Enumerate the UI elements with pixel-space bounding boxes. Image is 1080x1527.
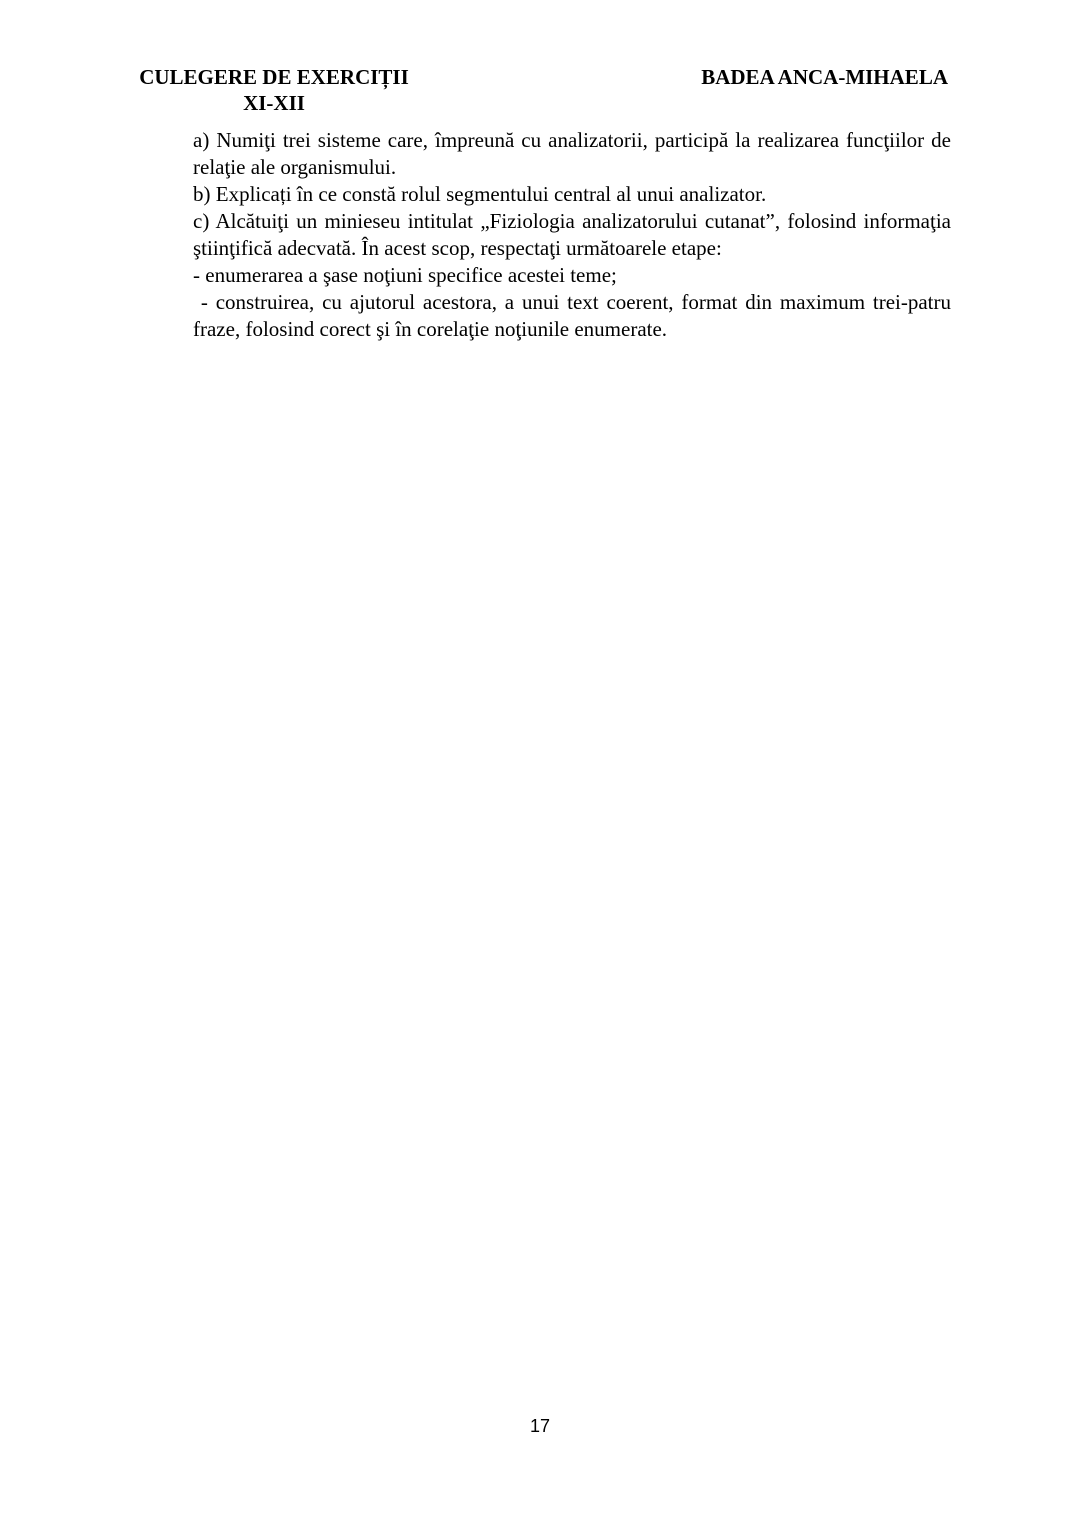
book-title-line-2: XI-XII — [243, 91, 305, 115]
book-title-line-1: CULEGERE DE EXERCIȚII — [139, 65, 409, 89]
page-number: 17 — [529, 1416, 551, 1436]
exercise-text — [193, 127, 957, 343]
item-c-step-1: - enumerarea a şase noţiuni specifice acestei teme; — [193, 263, 617, 287]
item-c: c) Alcătuiţi un minieseu intitulat „Fiziologia analizatorului cutanat”, folosind informaţia ştiinţifică adecvată. În acest scop, respectaţi următoarele etape: — [193, 209, 951, 260]
book-title — [129, 64, 419, 116]
item-a: a) Numiţi trei sisteme care, împreună cu analizatorii, participă la realizarea funcţiilor de relaţie ale organismului. — [193, 128, 951, 179]
author-name: BADEA ANCA-MIHAELA — [701, 65, 948, 89]
item-c-step-2: - construirea, cu ajutorul acestora, a unui text coerent, format din maximum trei-patru fraze, folosind corect şi în corelaţie noţiunile enumerate. — [193, 290, 957, 341]
item-b: b) Explicați în ce constă rolul segmentului central al unui analizator. — [193, 182, 767, 206]
page-header — [0, 64, 1080, 124]
